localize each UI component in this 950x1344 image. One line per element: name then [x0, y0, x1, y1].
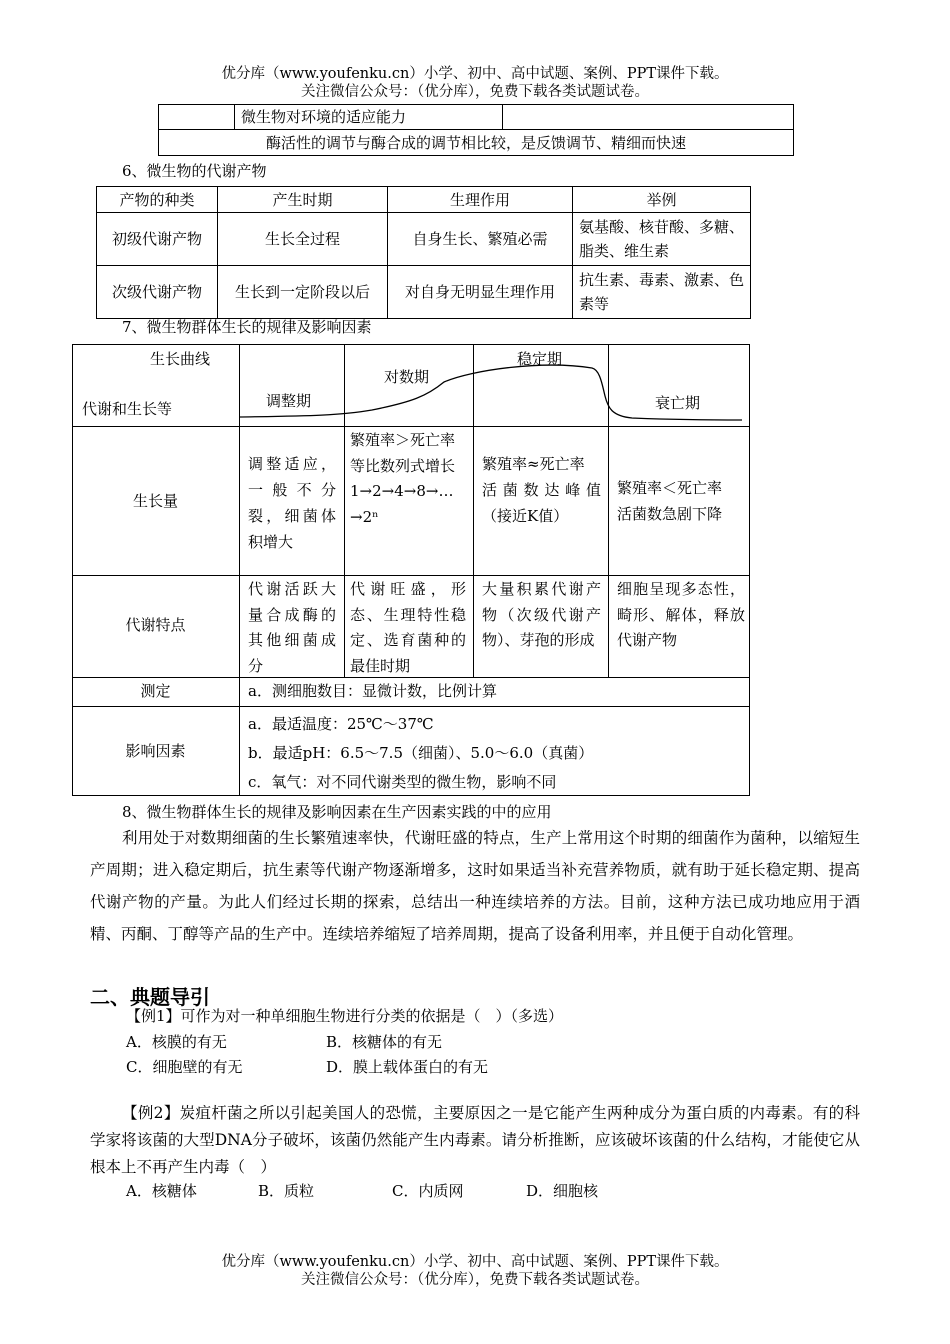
metabolite-table [96, 186, 751, 319]
growth-cell: 繁殖率＜死亡率 活菌数急剧下降 [617, 479, 723, 523]
metab-cell: 代谢旺盛，形态、生理特性稳定、选育菌种的最佳时期 [350, 580, 466, 675]
row-label-measure: 测定 [140, 682, 171, 700]
table-header: 生理作用 [388, 187, 573, 213]
table-cell: 自身生长、繁殖必需 [388, 213, 573, 266]
metab-cell: 代谢活跃大量合成酶的其他细菌成分 [248, 580, 336, 675]
corner-label-metabolism: 代谢和生长等 [82, 400, 173, 418]
growth-cell: 繁殖率＞死亡率 等比数列式增长 1→2→4→8→…→2ⁿ [350, 431, 456, 526]
part2-heading: 二、典题导引 [90, 985, 210, 1009]
option: D．细胞核 [526, 1182, 599, 1200]
row-label-growth: 生长量 [132, 492, 178, 510]
table-cell: 次级代谢产物 [97, 266, 218, 319]
row-label-metabolism: 代谢特点 [125, 616, 186, 634]
metab-cell: 大量积累代谢产物（次级代谢产物）、芽孢的形成 [482, 580, 601, 649]
table-cell: 初级代谢产物 [97, 213, 218, 266]
option: A．核糖体 [126, 1182, 197, 1200]
corner-label-curve: 生长曲线 [150, 350, 211, 368]
example1-stem: 【例1】可作为对一种单细胞生物进行分类的依据是（ ）（多选） [126, 1007, 564, 1025]
table-cell: 对自身无明显生理作用 [388, 266, 573, 319]
top-table [158, 104, 794, 156]
section8-title: 8、微生物群体生长的规律及影响因素在生产因素实践的中的应用 [122, 803, 552, 821]
footer-line-1: 优分库（www.youfenku.cn）小学、初中、高中试题、案例、PPT课件下载。 [221, 1254, 729, 1270]
phase-label: 对数期 [384, 368, 430, 386]
growth-cell: 繁殖率≈死亡率 活菌数达峰值（接近K值） [482, 455, 601, 525]
table-cell: 生长到一定阶段以后 [218, 266, 388, 319]
table-header: 举例 [573, 187, 751, 213]
header-line-1: 优分库（www.youfenku.cn）小学、初中、高中试题、案例、PPT课件下载。 [221, 66, 729, 82]
growth-table [72, 344, 750, 796]
top-table-row2: 酶活性的调节与酶合成的调节相比较，是反馈调节、精细而快速 [159, 130, 794, 156]
option: A．核膜的有无 [126, 1033, 227, 1051]
factor-item: a．最适温度：25℃～37℃ [248, 715, 434, 733]
top-table-empty-cell [159, 105, 235, 130]
section8-paragraph: 利用处于对数期细菌的生长繁殖速率快，代谢旺盛的特点，生产上常用这个时期的细菌作为菌种，以缩短生产周期；进入稳定期后，抗生素等代谢产物逐渐增多，这时如果适当补充营养物质，就有助于延长稳定期、提高代谢产物的产量。为此人们经过长期的探索，总结出一种连续培养的方法。目前，这种方法已成功地应用于酒精、丙酮、丁醇等产品的生产中。连续培养缩短了培养周期，提高了设备利用率，并且便于自动化管理。 [90, 829, 860, 943]
table-cell: 氨基酸、核苷酸、多糖、脂类、维生素 [573, 213, 751, 266]
row-label-factors: 影响因素 [125, 742, 186, 760]
option: C．细胞壁的有无 [126, 1058, 243, 1076]
growth-cell: 调整适应，一般不分裂，细菌体积增大 [248, 455, 336, 551]
option: B．核糖体的有无 [326, 1033, 443, 1051]
top-table-row1: 微生物对环境的适应能力 [235, 105, 503, 130]
factor-item: b．最适pH：6.5～7.5（细菌）、5.0～6.0（真菌） [248, 744, 594, 762]
table-header: 产物的种类 [97, 187, 218, 213]
table-header: 产生时期 [218, 187, 388, 213]
measure-cell: a．测细胞数目：显微计数，比例计算 [248, 682, 497, 700]
metab-cell: 细胞呈现多态性，畸形、解体，释放代谢产物 [617, 580, 745, 649]
footer-line-2: 关注微信公众号：（优分库），免费下载各类试题试卷。 [301, 1272, 649, 1288]
table-cell: 抗生素、毒素、激素、色素等 [573, 266, 751, 319]
table-cell: 生长全过程 [218, 213, 388, 266]
option: B．质粒 [258, 1182, 315, 1200]
factor-item: c．氧气：对不同代谢类型的微生物，影响不同 [248, 773, 557, 791]
example2-stem: 【例2】炭疽杆菌之所以引起美国人的恐慌，主要原因之一是它能产生两种成分为蛋白质的内毒素。有的科学家将该菌的大型DNA分子破坏，该菌仍然能产生内毒素。请分析推断，应该破坏该菌的什么结构，才能使它从根本上不再产生内毒（ ） [90, 1104, 860, 1176]
option: C．内质网 [392, 1182, 464, 1200]
option: D．膜上载体蛋白的有无 [326, 1058, 489, 1076]
section6-title: 6、微生物的代谢产物 [122, 162, 267, 180]
header-line-2: 关注微信公众号：（优分库），免费下载各类试题试卷。 [301, 84, 649, 100]
phase-label: 调整期 [266, 392, 312, 410]
section7-title: 7、微生物群体生长的规律及影响因素 [122, 318, 372, 336]
phase-label: 衰亡期 [655, 394, 701, 412]
top-table-empty-cell [503, 105, 794, 130]
phase-label: 稳定期 [517, 350, 563, 368]
